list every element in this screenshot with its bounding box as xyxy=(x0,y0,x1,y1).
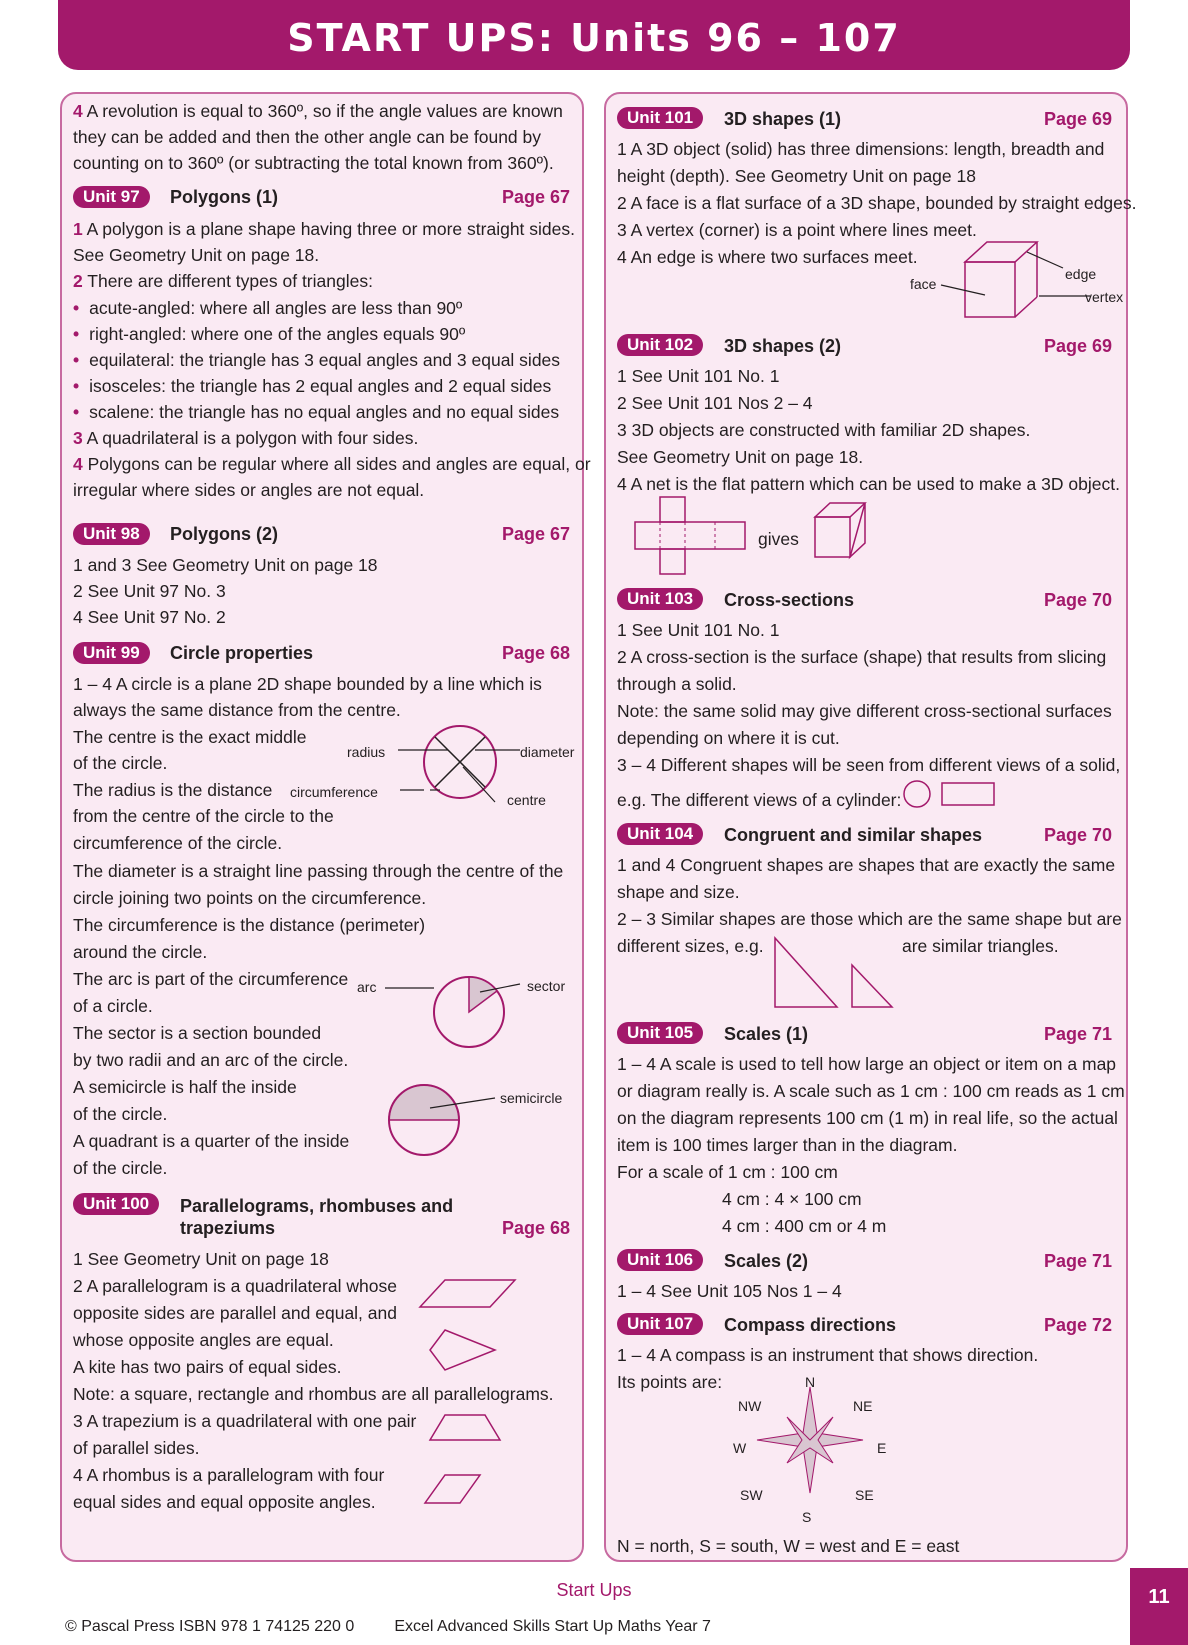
u106-line: 1 – 4 See Unit 105 Nos 1 – 4 xyxy=(617,1281,842,1301)
u97-bullet: • right-angled: where one of the angles equals 90º xyxy=(73,324,466,344)
u103-line: 1 See Unit 101 No. 1 xyxy=(617,620,780,640)
edge-label: edge xyxy=(1065,266,1097,282)
unit-107-title: Compass directions xyxy=(724,1315,897,1335)
u100-line: of parallel sides. xyxy=(73,1438,200,1458)
u99-line: 1 – 4 A circle is a plane 2D shape bounded by a line which is xyxy=(73,674,542,694)
unit-103-badge: Unit 103 xyxy=(617,588,703,610)
u102-line: 2 See Unit 101 Nos 2 – 4 xyxy=(617,393,813,413)
u99-line: of the circle. xyxy=(73,753,168,773)
unit-100-page: Page 68 xyxy=(501,1218,570,1238)
u105-line: 4 cm : 4 × 100 cm xyxy=(722,1189,862,1209)
u99-line: around the circle. xyxy=(73,942,208,962)
u102-line: 4 A net is the flat pattern which can be used to make a 3D object. xyxy=(617,474,1120,494)
u103-line: through a solid. xyxy=(617,674,737,694)
u103-line: 3 – 4 Different shapes will be seen from different views of a solid, xyxy=(617,755,1121,775)
u100-line: Note: a square, rectangle and rhombus are all parallelograms. xyxy=(73,1384,554,1404)
u97-line-1b: See Geometry Unit on page 18. xyxy=(73,245,320,265)
unit-103-title: Cross-sections xyxy=(724,590,855,610)
unit-101-badge: Unit 101 xyxy=(617,107,703,129)
u97-bullet: • scalene: the triangle has no equal angles and no equal sides xyxy=(73,402,560,422)
u105-line: or diagram really is. A scale such as 1 cm : 100 cm reads as 1 cm xyxy=(617,1081,1125,1101)
unit-99-badge: Unit 99 xyxy=(73,642,150,664)
unit-97-page: Page 67 xyxy=(501,187,570,207)
unit-97-title: Polygons (1) xyxy=(170,187,279,207)
circumference-label: circumference xyxy=(290,784,378,800)
arc-label: arc xyxy=(357,979,377,995)
u97-line-4b: irregular where sides or angles are not equal. xyxy=(73,480,425,500)
unit-100-title-2: trapeziums xyxy=(180,1218,276,1238)
u107-line: 1 – 4 A compass is an instrument that shows direction. xyxy=(617,1345,1039,1365)
u105-line: For a scale of 1 cm : 100 cm xyxy=(617,1162,838,1182)
u99-line: The centre is the exact middle xyxy=(73,727,307,747)
u101-line: height (depth). See Geometry Unit on page 18 xyxy=(617,166,976,186)
radius-label: radius xyxy=(347,744,386,760)
u99-line: The radius is the distance xyxy=(73,780,273,800)
vertex-label: vertex xyxy=(1085,289,1124,305)
u100-line: 1 See Geometry Unit on page 18 xyxy=(73,1249,329,1269)
u97-bullet: • acute-angled: where all angles are less than 90º xyxy=(73,298,463,318)
u99-line: circle joining two points on the circumference. xyxy=(73,888,427,908)
revolution-line-1: 4 A revolution is equal to 360º, so if the angle values are known xyxy=(73,101,563,121)
u107-line: Its points are: xyxy=(617,1372,723,1392)
u97-line-1: 1 A polygon is a plane shape having three or more straight sides. xyxy=(73,219,575,239)
unit-102-badge: Unit 102 xyxy=(617,334,703,356)
u104-line: are similar triangles. xyxy=(902,936,1059,956)
u105-line: item is 100 times larger than in the diagram. xyxy=(617,1135,958,1155)
page-number: 11 xyxy=(1130,1568,1188,1645)
u99-line: A quadrant is a quarter of the inside xyxy=(73,1131,350,1151)
revolution-line-2: they can be added and then the other angle can be found by xyxy=(73,127,542,147)
centre-label: centre xyxy=(507,792,546,808)
compass-s: S xyxy=(802,1509,812,1525)
u97-line-4: 4 Polygons can be regular where all sides and angles are equal, or xyxy=(73,454,591,474)
unit-106-page: Page 71 xyxy=(1043,1251,1112,1271)
diameter-label: diameter xyxy=(520,744,575,760)
u104-line: 2 – 3 Similar shapes are those which are the same shape but are xyxy=(617,909,1122,929)
u100-line: A kite has two pairs of equal sides. xyxy=(73,1357,342,1377)
compass-ne: NE xyxy=(853,1398,873,1414)
revolution-line-3: counting on to 360º (or subtracting the total known from 360º). xyxy=(73,153,554,173)
u98-line: 2 See Unit 97 No. 3 xyxy=(73,581,226,601)
u107-line: N = north, S = south, W = west and E = east xyxy=(617,1536,960,1556)
unit-106-title: Scales (2) xyxy=(724,1251,809,1271)
compass-n: N xyxy=(805,1374,816,1390)
u100-line: 2 A parallelogram is a quadrilateral whose xyxy=(73,1276,397,1296)
u100-line: equal sides and equal opposite angles. xyxy=(73,1492,376,1512)
unit-105-badge: Unit 105 xyxy=(617,1022,703,1044)
compass-e: E xyxy=(877,1440,887,1456)
compass-se: SE xyxy=(855,1487,874,1503)
u97-line-2: 2 There are different types of triangles: xyxy=(73,271,373,291)
u103-line: Note: the same solid may give different cross-sectional surfaces xyxy=(617,701,1112,721)
unit-98-badge: Unit 98 xyxy=(73,523,150,545)
cylinder-views xyxy=(900,779,1000,811)
u101-line: 2 A face is a flat surface of a 3D shape, bounded by straight edges. xyxy=(617,193,1137,213)
u105-line: on the diagram represents 100 cm (1 m) in real life, so the actual xyxy=(617,1108,1118,1128)
unit-102-title: 3D shapes (2) xyxy=(724,336,842,356)
footer-copyright: © Pascal Press ISBN 978 1 74125 220 0 Excel Advanced Skills Start Up Maths Year 7 xyxy=(65,1618,711,1635)
u103-line: depending on where it is cut. xyxy=(617,728,840,748)
compass-nw: NW xyxy=(738,1398,762,1414)
u105-line: 4 cm : 400 cm or 4 m xyxy=(722,1216,887,1236)
u102-line: 1 See Unit 101 No. 1 xyxy=(617,366,780,386)
u99-line: A semicircle is half the inside xyxy=(73,1077,297,1097)
u99-line: of the circle. xyxy=(73,1104,168,1124)
u104-line: shape and size. xyxy=(617,882,740,902)
unit-104-page: Page 70 xyxy=(1043,825,1112,845)
unit-107-page: Page 72 xyxy=(1043,1315,1112,1335)
u104-line: different sizes, e.g. xyxy=(617,936,764,956)
u99-line: The diameter is a straight line passing through the centre of the xyxy=(73,861,564,881)
compass-rose-icon xyxy=(755,1385,865,1495)
u97-bullet: • equilateral: the triangle has 3 equal angles and 3 equal sides xyxy=(73,350,561,370)
unit-101-title: 3D shapes (1) xyxy=(724,109,842,129)
footer-section-label: Start Ups xyxy=(556,1580,632,1600)
u99-line: The arc is part of the circumference xyxy=(73,969,349,989)
u100-line: whose opposite angles are equal. xyxy=(73,1330,334,1350)
u101-line: 4 An edge is where two surfaces meet. xyxy=(617,247,918,267)
unit-98-page: Page 67 xyxy=(501,524,570,544)
gives-label: gives xyxy=(758,529,799,549)
u99-line: The sector is a section bounded xyxy=(73,1023,322,1043)
page-banner xyxy=(58,0,1130,70)
unit-100-title-1: Parallelograms, rhombuses and xyxy=(180,1196,454,1216)
u99-line: The circumference is the distance (perimeter) xyxy=(73,915,426,935)
unit-106-badge: Unit 106 xyxy=(617,1249,703,1271)
similar-triangles xyxy=(770,935,900,1010)
quadrilateral-diagrams xyxy=(415,1275,525,1525)
unit-101-page: Page 69 xyxy=(1043,109,1112,129)
face-label: face xyxy=(910,276,937,292)
unit-107-badge: Unit 107 xyxy=(617,1313,703,1335)
unit-100-badge: Unit 100 xyxy=(73,1193,159,1215)
u99-line: from the centre of the circle to the xyxy=(73,806,334,826)
u103-line: 2 A cross-section is the surface (shape) that results from slicing xyxy=(617,647,1107,667)
u99-line: of the circle. xyxy=(73,1158,168,1178)
unit-104-title: Congruent and similar shapes xyxy=(724,825,983,845)
unit-105-title: Scales (1) xyxy=(724,1024,809,1044)
compass-w: W xyxy=(733,1440,747,1456)
u100-line: 4 A rhombus is a parallelogram with four xyxy=(73,1465,385,1485)
sector-label: sector xyxy=(527,978,566,994)
u98-line: 4 See Unit 97 No. 2 xyxy=(73,607,226,627)
u102-line: 3 3D objects are constructed with familiar 2D shapes. xyxy=(617,420,1031,440)
unit-104-badge: Unit 104 xyxy=(617,823,703,845)
compass-sw: SW xyxy=(740,1487,763,1503)
u99-line: circumference of the circle. xyxy=(73,833,283,853)
unit-99-page: Page 68 xyxy=(501,643,570,663)
u101-line: 3 A vertex (corner) is a point where lines meet. xyxy=(617,220,977,240)
u104-line: 1 and 4 Congruent shapes are shapes that are exactly the same xyxy=(617,855,1116,875)
unit-99-title: Circle properties xyxy=(170,643,314,663)
u100-line: opposite sides are parallel and equal, and xyxy=(73,1303,397,1323)
unit-98-title: Polygons (2) xyxy=(170,524,279,544)
u102-line: See Geometry Unit on page 18. xyxy=(617,447,864,467)
u105-line: 1 – 4 A scale is used to tell how large an object or item on a map xyxy=(617,1054,1117,1074)
u100-line: 3 A trapezium is a quadrilateral with one pair xyxy=(73,1411,417,1431)
u99-line: by two radii and an arc of the circle. xyxy=(73,1050,349,1070)
unit-105-page: Page 71 xyxy=(1043,1024,1112,1044)
u97-line-3: 3 A quadrilateral is a polygon with four sides. xyxy=(73,428,419,448)
u101-line: 1 A 3D object (solid) has three dimensions: length, breadth and xyxy=(617,139,1105,159)
unit-102-page: Page 69 xyxy=(1043,336,1112,356)
u99-line: of a circle. xyxy=(73,996,153,1016)
page-title: START UPS: Units 96 – 107 xyxy=(287,16,901,60)
u98-line: 1 and 3 See Geometry Unit on page 18 xyxy=(73,555,378,575)
unit-103-page: Page 70 xyxy=(1043,590,1112,610)
u97-bullet: • isosceles: the triangle has 2 equal angles and 2 equal sides xyxy=(73,376,552,396)
u103-line: e.g. The different views of a cylinder: xyxy=(617,790,902,810)
semicircle-label: semicircle xyxy=(500,1090,563,1106)
net-diagram xyxy=(630,495,870,580)
unit-97-badge: Unit 97 xyxy=(73,186,150,208)
u99-line: always the same distance from the centre. xyxy=(73,700,401,720)
